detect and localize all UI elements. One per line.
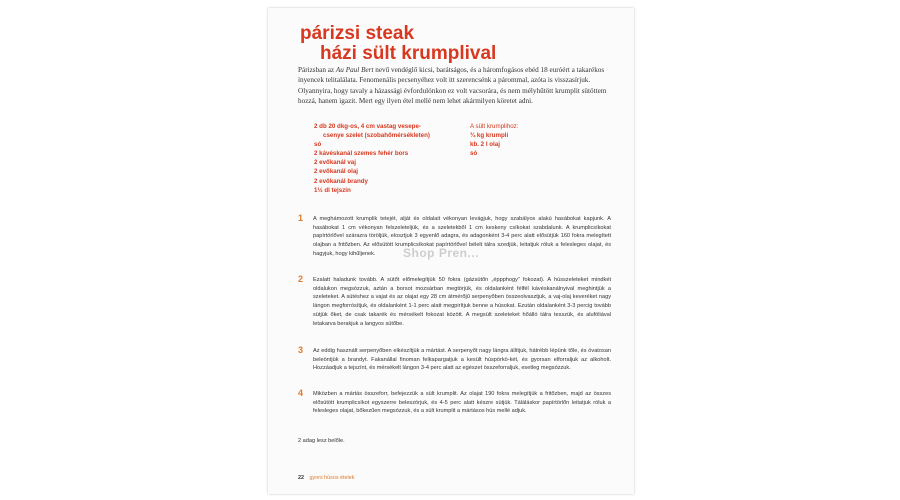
step-number: 1	[298, 213, 304, 223]
ingredient-item: 2 evőkanál brandy	[314, 177, 368, 185]
step-text: Ezalatt haladunk tovább. A sütőt előmelegítjük 50 fokra (gázsütőn „éppphogy” fokozat). A hússzeleteket mindkét oldalukon megsózzuk, aztán a borsot mozsárban megtörjük, és oldalanként félfél kávéskanálnyival meghintjük a szeleteket. A sütéshez a vajat és az olajat egy 28 cm átmérőjű serpenyőben összeolvasztjuk, a vaj-olaj keveréket nagy lángon megforrósítjuk, és oldalanként 1-1 perc alatt megpirítjuk benne a húsokat. Ezután oldalanként 3-3 percig tovább sütjük őket, de csak takarék és mérsékelt fokozat között. A megsült szeleteket hőálló tálra tesszük, és alufóliával letakarva berakjuk a langyos sütőbe.	[313, 277, 611, 327]
step-text: Az eddig használt serpenyőben elkészítjük a mártást. A serpenyőt nagy lángra állítjuk, hátrébb lépünk tőle, és óvatosan beleöntjük a brandyt. Fakanállal finoman felkapargatjuk a kesült húspörkö-két, és gyorsan elforraljuk az alkoholt. Hozzáadjuk a tejszínt, és mérsékelt lángon 3-4 perc alatt az egészet összeforraljuk, esetleg megsózzuk.	[313, 348, 611, 372]
ingredient-item: 1½ dl tejszín	[314, 186, 351, 194]
ingredient-item: só	[314, 141, 322, 149]
page-number: 22	[298, 475, 304, 481]
title-line-2: házi sült krumplival	[320, 43, 497, 64]
yield-note: 2 adag lesz belőle.	[298, 438, 345, 444]
ingredient-item: kb. 2 l olaj	[470, 141, 500, 149]
step-number: 2	[298, 274, 304, 284]
step-number: 3	[298, 345, 304, 355]
step-text: Miközben a mártás összeforr, befejezzük a sült krumplit. Az olajat 190 fokra melegítjük a fritőzben, majd az összes elősütött krumplicsíkot egyszerre beleszórjuk, és 4-5 perc alatt készre sütjük. Táláláskor papírtörlőn leitatjuk róluk a felesleges olajat, bőkezűen megsózzuk, és a sült krumplit a mártásos hús mellé adjuk.	[313, 391, 611, 415]
ingredient-list-main	[314, 122, 464, 195]
step-number: 4	[298, 388, 304, 398]
watermark: Shop Pren...	[403, 246, 480, 260]
recipe-page	[268, 8, 634, 494]
page-footer	[298, 475, 354, 481]
ingredient-item: 2 db 20 dkg-os, 4 cm vastag vesepe-	[314, 123, 421, 130]
fries-heading: A sült krumplihoz:	[470, 123, 519, 130]
ingredient-item: só	[470, 150, 478, 158]
ingredient-item: 2 evőkanál vaj	[314, 159, 356, 167]
ingredient-item: 2 evőkanál olaj	[314, 168, 359, 176]
intro-paragraph	[298, 65, 616, 106]
ingredient-item: 2 kávéskanál szemes fehér bors	[314, 150, 409, 158]
ingredient-item: csenye szelet (szobahőmérsékleten)	[323, 132, 430, 140]
series-title: gyors húsos ételek	[309, 475, 355, 481]
ingredient-list-fries	[470, 122, 590, 158]
restaurant-name: Au Paul Bert	[335, 66, 374, 74]
ingredient-item: ¾ kg krumpli	[470, 132, 509, 140]
step-text: A meghámozott krumplik tetejét, alját és oldalait vékonyan levágjuk, hogy szabályos alakú hasábokat kapjunk. A hasábokat 1 cm vékonyan felszeleteljük, és a szeletekből 1 cm keskeny csíkokat szabdalunk. A krumplicsíkokat papírtörlővel szárazra töröljük, elosztjuk 3 egyenlő adagra, és adagonként 3-4 perc alatt elősütjük 160 fokra melegített olajban a fritőzben. Az elősütött krumplicsíkokat papírtörlővel bélelt tálra szedjük, leitatjuk róluk a felesleges olajat, és hagyjuk, hogy kihűljenek.	[313, 216, 611, 257]
title-line-1: párizsi steak	[300, 23, 415, 44]
intro-text-before: Párizsban az	[298, 66, 336, 74]
recipe-title	[300, 24, 496, 64]
intro-text-after: nevű vendéglő kicsi, barátságos, és a háromfogásos ebéd 18 euróért a takarékos ínyencek telitalálata. Fenomenális pecsenyéhez volt itt szerencsénk a párommal, azóta is visszasírjuk. Olyannyira, hogy tavaly a házassági évfordulónkon ez volt vacsorára, és nem mélyhűtött krumplit sütöttem hozzá, hanem igazit. Mert egy ilyen étel mellé nem lehet akármilyen köretet adni.	[298, 66, 607, 105]
